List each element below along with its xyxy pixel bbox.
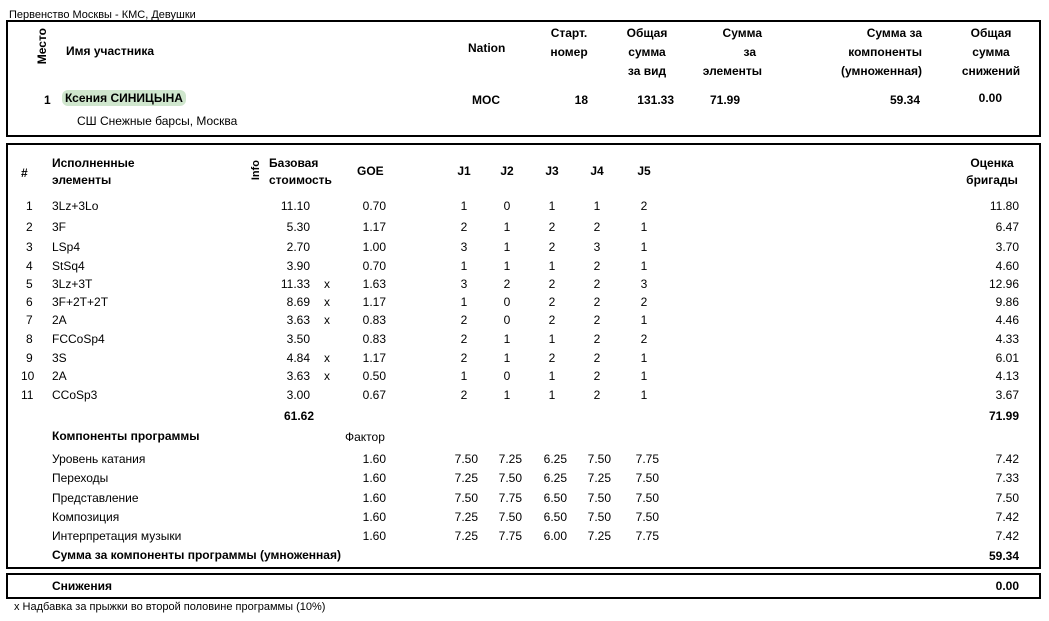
num-header: # — [21, 166, 28, 180]
components-total-label: Сумма за компоненты программы (умноженная) — [52, 548, 341, 562]
element-row: 9 3S 4.84 x 1.17 2 1 2 2 1 6.01 — [26, 351, 1019, 365]
base-header: Базовая стоимость — [269, 156, 332, 187]
judge-header-j3: J3 — [545, 164, 559, 178]
component-row: Композиция 1.60 7.25 7.50 6.50 7.50 7.50 7.42 — [52, 510, 1019, 524]
element-row: 2 3F 5.30 1.17 2 1 2 2 1 6.47 — [26, 220, 1019, 234]
skater-deductions: 0.00 — [978, 91, 1002, 105]
element-row: 8 FCCoSp4 3.50 0.83 2 1 1 2 2 4.33 — [26, 332, 1019, 346]
element-row: 7 2A 3.63 x 0.83 2 0 2 2 1 4.46 — [26, 313, 1019, 327]
component-row: Уровень катания 1.60 7.50 7.25 6.25 7.50 7.75 7.42 — [52, 452, 1019, 466]
skater-components: 59.34 — [889, 93, 920, 107]
element-row: 3 LSp4 2.70 1.00 3 1 2 3 1 3.70 — [26, 240, 1019, 254]
elements-score-total: 71.99 — [988, 409, 1019, 423]
element-row: 1 3Lz+3Lo 11.10 0.70 1 0 1 1 2 11.80 — [26, 199, 1019, 213]
component-row: Переходы 1.60 7.25 7.50 6.25 7.25 7.50 7.33 — [52, 471, 1019, 485]
skater-rank: 1 — [44, 93, 51, 107]
element-row: 10 2A 3.63 x 0.50 1 0 1 2 1 4.13 — [21, 369, 1019, 383]
panel-score-header: Оценка бригады — [966, 156, 1018, 187]
skater-start-no: 18 — [574, 93, 588, 107]
components-title: Компоненты программы — [52, 429, 200, 443]
event-title: Первенство Москвы - КМС, Девушки — [9, 9, 196, 21]
deductions-box — [6, 573, 1041, 599]
info-header: Info — [250, 160, 262, 181]
judge-header-j1: J1 — [457, 164, 471, 178]
deductions-value: 0.00 — [995, 579, 1019, 593]
judge-header-j4: J4 — [590, 164, 604, 178]
skater-total: 131.33 — [637, 93, 674, 107]
elements-header: Исполненные элементы — [52, 156, 135, 187]
component-row: Интерпретация музыки 1.60 7.25 7.75 6.00 7.25 7.75 7.42 — [52, 529, 1019, 543]
element-row: 11 CCoSp3 3.00 0.67 2 1 1 2 1 3.67 — [21, 388, 1019, 402]
total-score-header: Общая сумма за вид — [626, 26, 668, 78]
component-row: Представление 1.60 7.50 7.75 6.50 7.50 7.50 7.50 — [52, 491, 1019, 505]
nation-header: Nation — [468, 41, 506, 55]
elements-score-header: Сумма за элементы — [702, 26, 762, 78]
components-total-score: 59.34 — [988, 549, 1019, 563]
footnote: x Надбавка за прыжки во второй половине программы (10%) — [14, 601, 326, 613]
element-row: 4 StSq4 3.90 0.70 1 1 1 2 1 4.60 — [26, 259, 1019, 273]
element-row: 5 3Lz+3T 11.33 x 1.63 3 2 2 2 3 12.96 — [26, 277, 1019, 291]
name-header: Имя участника — [66, 44, 155, 58]
start-no-header: Старт. номер — [550, 26, 588, 59]
deductions-label: Снижения — [52, 579, 112, 593]
place-header: Место — [35, 28, 49, 65]
judge-header-j5: J5 — [637, 164, 651, 178]
skater-elements: 71.99 — [709, 93, 740, 107]
factor-header: Фактор — [345, 430, 385, 444]
skater-name: Ксения СИНИЦЫНА — [62, 91, 186, 105]
deductions-header: Общая сумма снижений — [961, 26, 1021, 78]
judge-header-j2: J2 — [500, 164, 514, 178]
components-score-header: Сумма за компоненты (умноженная) — [841, 26, 922, 78]
skater-nation: MOC — [472, 93, 500, 107]
elements-base-total: 61.62 — [283, 409, 314, 423]
goe-header: GOE — [357, 164, 384, 178]
skater-club: СШ Снежные барсы, Москва — [77, 114, 238, 128]
element-row: 6 3F+2T+2T 8.69 x 1.17 1 0 2 2 2 9.86 — [26, 295, 1019, 309]
